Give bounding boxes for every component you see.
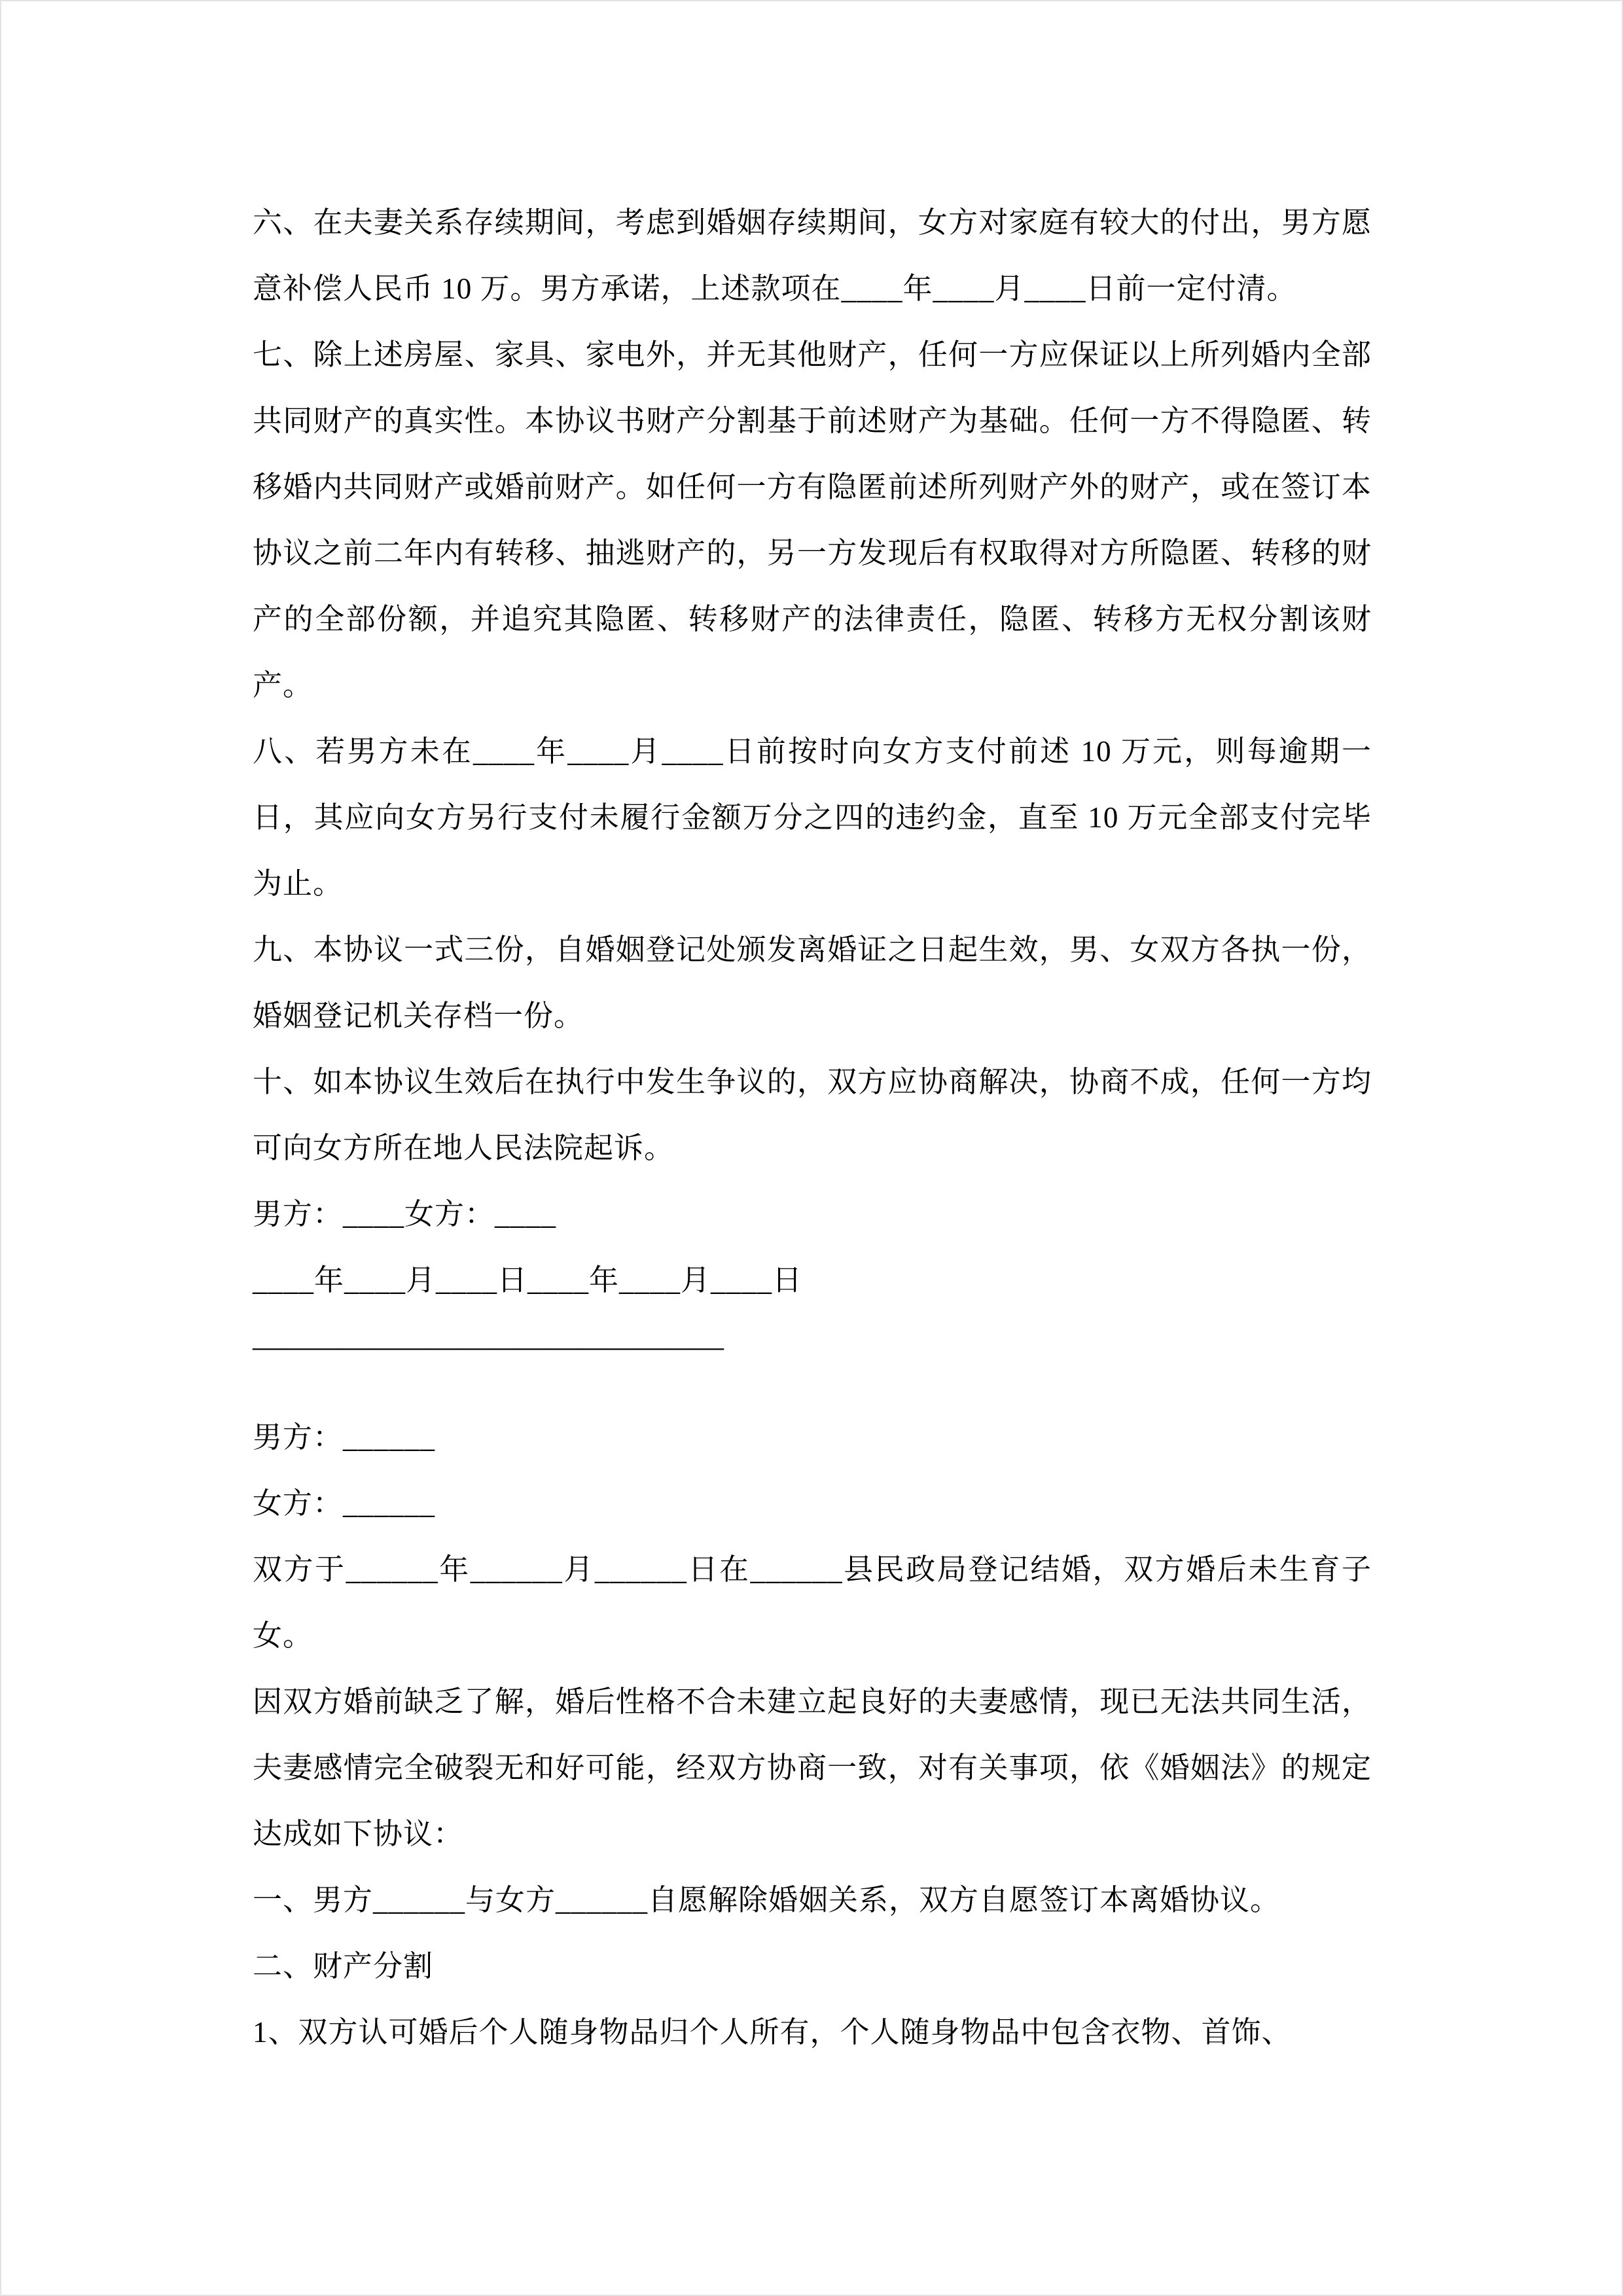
clause-eight-late-payment-penalty: 八、若男方未在____年____月____日前按时向女方支付前述 10 万元，则每逾期一日，其应向女方另行支付未履行金额万分之四的违约金，直至 10 万元全部支付完毕为止。	[253, 735, 1372, 900]
clause-seven-property-disclosure: 七、除上述房屋、家具、家电外，并无其他财产，任何一方应保证以上所列婚内全部共同财产的真实性。本协议书财产分割基于前述财产为基础。任何一方不得隐匿、转移婚内共同财产或婚前财产。如任何一方有隐匿前述所列财产外的财产，或在签订本协议之前二年内有转移、抽逃财产的，另一方发现后有权取得对方所隐匿、转移的财产的全部份额，并追究其隐匿、转移财产的法律责任，隐匿、转移方无权分割该财产。	[253, 338, 1372, 702]
marriage-registration-statement: 双方于______年______月______日在______县民政局登记结婚，双方婚后未生育子女。	[253, 1553, 1372, 1652]
clause-six-compensation: 六、在夫妻关系存续期间，考虑到婚姻存续期间，女方对家庭有较大的付出，男方愿意补偿人民币 10 万。男方承诺，上述款项在____年____月____日前一定付清。	[253, 206, 1372, 305]
party-female-line: 女方：______	[253, 1487, 436, 1520]
preamble-statement: 因双方婚前缺乏了解，婚后性格不合未建立起良好的夫妻感情，现已无法共同生活，夫妻感情完全破裂无和好可能，经双方协商一致，对有关事项，依《婚姻法》的规定达成如下协议：	[253, 1685, 1372, 1850]
clause-nine-copies-effectiveness: 九、本协议一式三份，自婚姻登记处颁发离婚证之日起生效，男、女双方各执一份，婚姻登记机关存档一份。	[253, 933, 1372, 1032]
clause-one-voluntary-divorce: 一、男方______与女方______自愿解除婚姻关系，双方自愿签订本离婚协议。	[253, 1884, 1281, 1916]
clause-two-property-division-heading: 二、财产分割	[253, 1950, 434, 1982]
party-male-line: 男方：______	[253, 1421, 436, 1454]
signature-line-dates: ____年____月____日____年____月____日	[253, 1264, 803, 1297]
clause-ten-dispute-resolution: 十、如本协议生效后在执行中发生争议的，双方应协商解决，协商不成，任何一方均可向女方所在地人民法院起诉。	[253, 1066, 1372, 1164]
section-separator-line: ————————————————	[253, 1330, 724, 1363]
item-one-personal-belongings: 1、双方认可婚后个人随身物品归个人所有，个人随身物品中包含衣物、首饰、	[253, 2016, 1292, 2049]
document-body	[253, 190, 1372, 2066]
signature-line-parties: 男方：____女方：____	[253, 1198, 557, 1230]
